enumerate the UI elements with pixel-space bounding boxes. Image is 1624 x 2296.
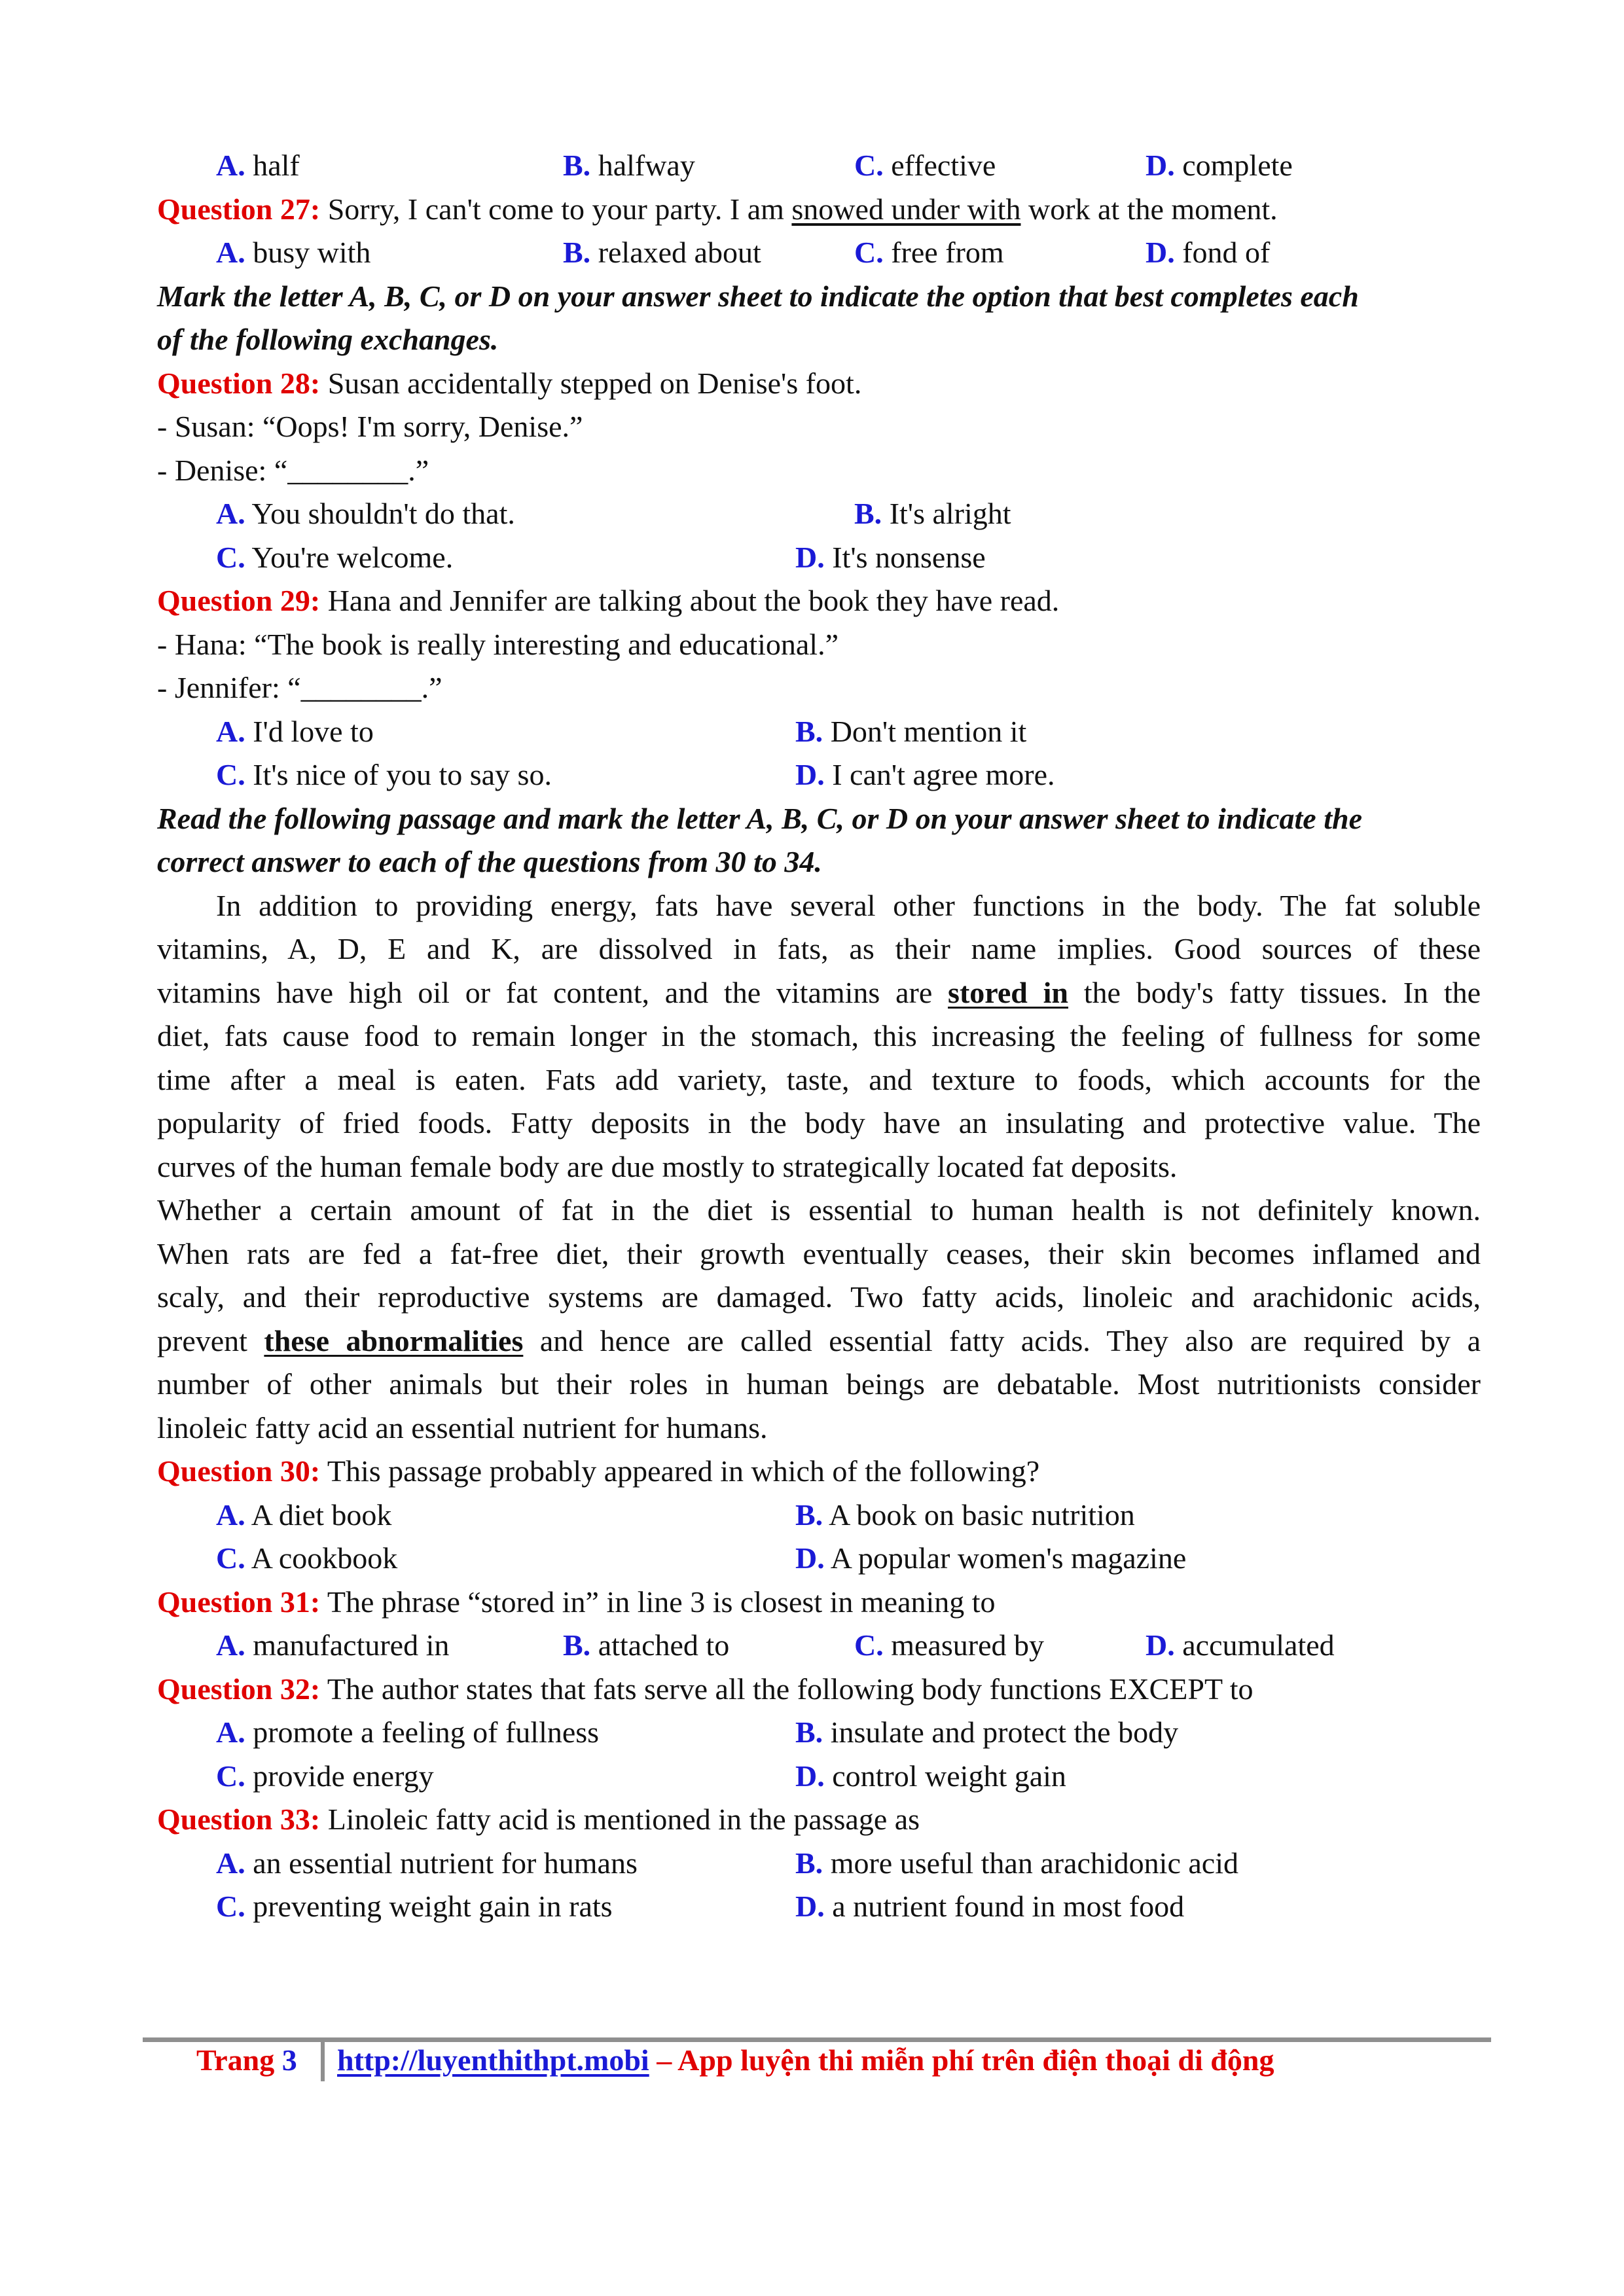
passage-line: scaly, and their reproductive systems are damaged. Two fatty acids, linoleic and arachidonic acids, (157, 1280, 1481, 1314)
q26-option-c[interactable]: C. effective (854, 149, 996, 182)
footer-page-number: Trang 3 (196, 2043, 297, 2077)
passage-line: linoleic fatty acid an essential nutrient for humans. (157, 1410, 768, 1444)
q26-options (157, 144, 1481, 188)
instruction-exchanges-2: of the following exchanges. (157, 323, 499, 356)
q30-options-row2 (157, 1537, 1481, 1581)
q29-dialogue-1: - Hana: “The book is really interesting and educational.” (157, 627, 839, 661)
q31-option-b[interactable]: B. attached to (563, 1628, 730, 1662)
q28-option-b[interactable]: B. It's alright (854, 497, 1011, 530)
q29-options-row2 (157, 753, 1481, 797)
q30-stem: Question 30: This passage probably appeared in which of the following? (157, 1454, 1040, 1488)
q33-stem: Question 33: Linoleic fatty acid is mentioned in the passage as (157, 1803, 920, 1836)
q29-stem: Question 29: Hana and Jennifer are talking about the book they have read. (157, 584, 1060, 617)
passage-line: number of other animals but their roles in human beings are debatable. Most nutritionists consider (157, 1367, 1481, 1401)
passage-line: popularity of fried foods. Fatty deposits in the body have an insulating and protective value. The (157, 1106, 1481, 1139)
q29-option-a[interactable]: A. I'd love to (216, 714, 374, 748)
q32-options-row1 (157, 1711, 1481, 1755)
passage-line: curves of the human female body are due mostly to strategically located fat deposits. (157, 1149, 1178, 1183)
q31-option-c[interactable]: C. measured by (854, 1628, 1044, 1662)
highlight-these-abnormalities: these abnormalities (264, 1323, 524, 1357)
q28-option-a[interactable]: A. You shouldn't do that. (216, 497, 515, 530)
q33-option-d[interactable]: D. a nutrient found in most food (795, 1890, 1185, 1923)
q28-dialogue-1: - Susan: “Oops! I'm sorry, Denise.” (157, 410, 583, 443)
highlight-stored-in: stored in (948, 975, 1068, 1009)
q29-option-d[interactable]: D. I can't agree more. (795, 758, 1055, 791)
q27-option-a[interactable]: A. busy with (216, 236, 371, 269)
q28-options-row1 (157, 492, 1481, 536)
passage-line: prevent these abnormalities and hence are called essential fatty acids. They also are required by a (157, 1323, 1481, 1357)
q28-options-row2 (157, 536, 1481, 580)
q33-option-a[interactable]: A. an essential nutrient for humans (216, 1846, 638, 1880)
passage-line: diet, fats cause food to remain longer in the stomach, this increasing the feeling of fullness for some (157, 1019, 1481, 1052)
q33-option-b[interactable]: B. more useful than arachidonic acid (795, 1846, 1238, 1880)
q32-option-a[interactable]: A. promote a feeling of fullness (216, 1715, 600, 1749)
q26-option-d[interactable]: D. complete (1146, 149, 1293, 182)
passage-line: time after a meal is eaten. Fats add variety, taste, and texture to foods, which accounts for the (157, 1062, 1481, 1096)
q30-option-c[interactable]: C. A cookbook (216, 1541, 398, 1575)
q30-options-row1 (157, 1494, 1481, 1537)
q31-options (157, 1624, 1481, 1668)
exam-page (157, 144, 1481, 1929)
q30-option-b[interactable]: B. A book on basic nutrition (795, 1498, 1135, 1532)
passage-line: In addition to providing energy, fats have several other functions in the body. The fat soluble (216, 888, 1481, 922)
q26-option-a[interactable]: A. half (216, 149, 300, 182)
q27-option-c[interactable]: C. free from (854, 236, 1004, 269)
q29-options-row1 (157, 710, 1481, 754)
q32-option-b[interactable]: B. insulate and protect the body (795, 1715, 1179, 1749)
q32-stem: Question 32: The author states that fats serve all the following body functions EXCEPT to (157, 1672, 1254, 1706)
passage-line: vitamins have high oil or fat content, and the vitamins are stored in the body's fatty tissues. In the (157, 975, 1481, 1009)
q31-stem: Question 31: The phrase “stored in” in line 3 is closest in meaning to (157, 1585, 996, 1619)
q28-option-d[interactable]: D. It's nonsense (795, 540, 986, 574)
footer-separator (321, 2042, 325, 2081)
q27-option-d[interactable]: D. fond of (1146, 236, 1271, 269)
q33-options-row2 (157, 1885, 1481, 1929)
instruction-exchanges-1: Mark the letter A, B, C, or D on your answer sheet to indicate the option that best completes each (157, 279, 1359, 313)
q28-stem: Question 28: Susan accidentally stepped on Denise's foot. (157, 366, 862, 400)
q26-option-b[interactable]: B. halfway (563, 149, 695, 182)
q28-option-c[interactable]: C. You're welcome. (216, 540, 454, 574)
q33-option-c[interactable]: C. preventing weight gain in rats (216, 1890, 613, 1923)
q30-option-d[interactable]: D. A popular women's magazine (795, 1541, 1187, 1575)
passage-line: vitamins, A, D, E and K, are dissolved in fats, as their name implies. Good sources of these (157, 932, 1481, 965)
q29-dialogue-2: - Jennifer: “________.” (157, 671, 442, 704)
passage-line: When rats are fed a fat-free diet, their growth eventually ceases, their skin becomes inflamed and (157, 1236, 1481, 1270)
q29-option-b[interactable]: B. Don't mention it (795, 714, 1027, 748)
instruction-reading-1: Read the following passage and mark the letter A, B, C, or D on your answer sheet to indicate the (157, 801, 1362, 835)
q32-option-c[interactable]: C. provide energy (216, 1759, 434, 1793)
q27-options (157, 231, 1481, 275)
footer-promo: http://luyenthithpt.mobi – App luyện thi miễn phí trên điện thoại di động (337, 2043, 1274, 2077)
q28-dialogue-2: - Denise: “________.” (157, 453, 429, 487)
q29-option-c[interactable]: C. It's nice of you to say so. (216, 758, 552, 791)
instruction-reading-2: correct answer to each of the questions from 30 to 34. (157, 845, 822, 878)
footer-link[interactable]: http://luyenthithpt.mobi (337, 2043, 649, 2077)
q32-option-d[interactable]: D. control weight gain (795, 1759, 1066, 1793)
q32-options-row2 (157, 1755, 1481, 1799)
q27-stem: Question 27: Sorry, I can't come to your party. I am snowed under with work at the moment. (157, 192, 1278, 226)
passage-line: Whether a certain amount of fat in the diet is essential to human health is not definitely known. (157, 1193, 1481, 1227)
q27-option-b[interactable]: B. relaxed about (563, 236, 761, 269)
q33-options-row1 (157, 1842, 1481, 1886)
q30-option-a[interactable]: A. A diet book (216, 1498, 392, 1532)
q31-option-d[interactable]: D. accumulated (1146, 1628, 1335, 1662)
q31-option-a[interactable]: A. manufactured in (216, 1628, 450, 1662)
